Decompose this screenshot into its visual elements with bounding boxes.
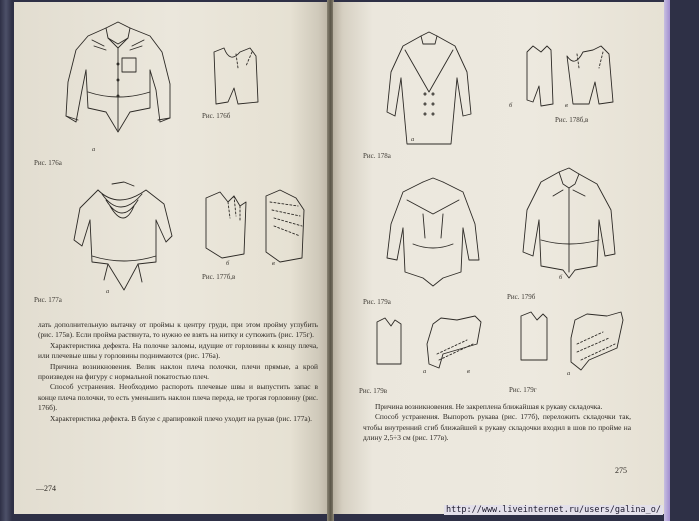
figure-178bv-patterns [523, 42, 619, 117]
letter-178v: в [565, 102, 568, 109]
letter-178a: а [411, 136, 415, 143]
left-paragraph-1: лать дополнительную вытачку от проймы к центру груди, при этом пройму углубить (рис. 175в). Если пройма растянута, то нужно ее взять на нитку и сутюжить (рис. 175г). [38, 320, 318, 340]
caption-fig-176a: Рис. 176а [34, 159, 62, 167]
letter-179b: б [559, 274, 563, 281]
caption-fig-178a: Рис. 178а [363, 152, 391, 160]
left-paragraph-5: Характеристика дефекта. В блузе с драпировкой плечо уходит на рукав (рис. 177а). [50, 413, 312, 423]
caption-fig-179g: Рис. 179г [509, 386, 537, 394]
caption-fig-178bv: Рис. 178б,в [555, 116, 589, 124]
letter-177v: в [272, 260, 275, 267]
caption-fig-179a: Рис. 179а [363, 298, 391, 306]
letter-179g: а [567, 370, 571, 377]
letter-179v: в [467, 368, 470, 375]
right-page-number: 275 [615, 466, 627, 475]
right-page [333, 2, 665, 514]
right-paragraph-2: Способ устранения. Выпороть рукава (рис. 177б), переложить складочки так, чтобы внутренний сгиб ближайшей к рукаву складочки входил в шов по пройме на длину 2,5÷3 см (рис. 177в). [363, 412, 631, 443]
letter-179a: а [423, 368, 427, 375]
figure-179a-back-view [383, 178, 483, 293]
letter-177a: а [106, 288, 110, 295]
left-paragraph-2: Характеристика дефекта. На полочке заломы, идущие от горловины к концу плеча, или плечевые швы у горловины поднимаются (рис. 176а). [38, 340, 318, 361]
caption-fig-177a: Рис. 177а [34, 296, 62, 304]
letter-178b: б [509, 102, 513, 109]
figure-177a-draped-blouse [68, 180, 178, 303]
figure-179v-patterns [373, 314, 493, 379]
figure-179g-patterns [517, 308, 627, 383]
book-cover-edge [664, 0, 670, 521]
figure-178a-yoke-dress [379, 32, 479, 152]
caption-fig-177bv: Рис. 177б,в [202, 273, 236, 281]
letter-177b: б [226, 260, 230, 267]
figure-179b-front-view [513, 166, 623, 291]
left-page-number: —274 [36, 484, 56, 493]
caption-fig-179b: Рис. 179б [507, 293, 536, 301]
right-page-text [363, 402, 631, 444]
left-page-text [38, 320, 318, 424]
letter-176a: а [92, 146, 96, 153]
caption-fig-176b: Рис. 176б [202, 112, 231, 120]
left-paragraph-4: Способ устранения. Необходимо распороть плечевые швы и выпустить запас в конце плеча полочки, то есть уменьшить наклон плеча переда, не трогая горловину (рис. 176б). [38, 382, 318, 413]
left-page [14, 2, 328, 514]
figure-176b-pattern [210, 44, 274, 113]
left-paragraph-3: Причина возникновения. Велик наклон плеча полочки, плечи прямые, а крой произведен на фигуру с нормальной покатостью плеч. [38, 361, 318, 382]
watermark-url[interactable]: http://www.liveinternet.ru/users/galina_o/ [446, 505, 661, 515]
right-paragraph-1: Причина возникновения. Не закреплена ближайшая к рукаву складочка. [375, 402, 603, 411]
figure-176a-blouse [58, 20, 178, 150]
caption-fig-179v: Рис. 179в [359, 387, 388, 395]
figure-177bv-patterns [200, 188, 310, 273]
